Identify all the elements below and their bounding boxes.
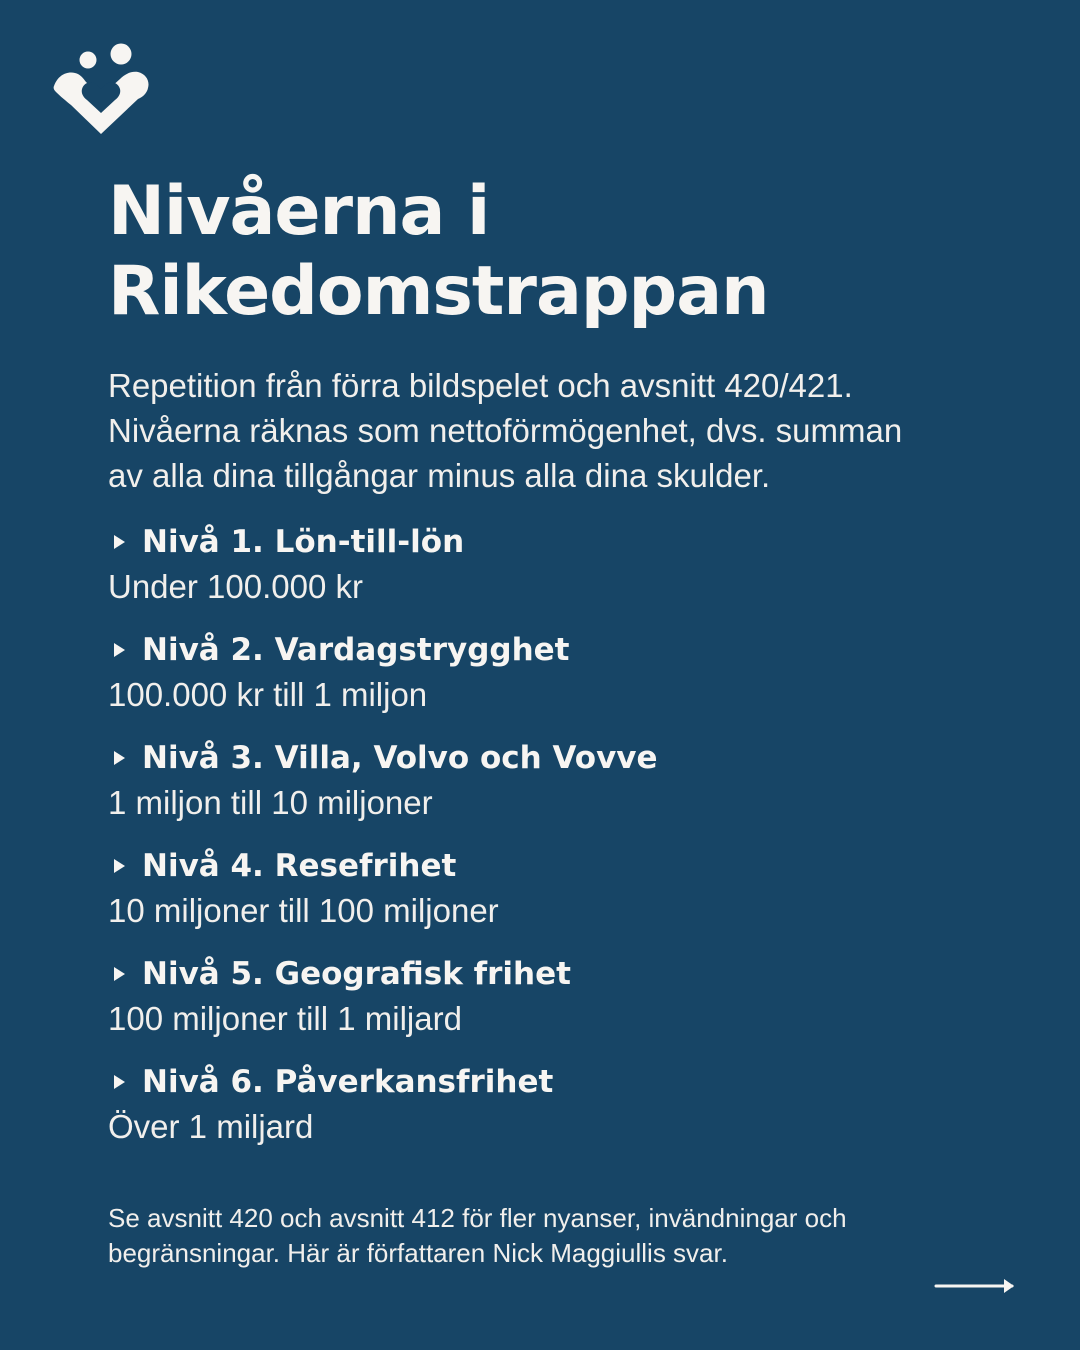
level-range: 10 miljoner till 100 miljoner: [108, 892, 499, 929]
triangle-bullet-icon: [114, 1075, 125, 1089]
footer-line-2: begränsningar. Här är författaren Nick Maggiullis svar.: [108, 1238, 728, 1268]
list-item-level-4: [108, 844, 1008, 952]
level-heading-text: Nivå 1. Lön-till-lön: [142, 524, 465, 560]
list-item-level-3: [108, 736, 1008, 844]
title-line-1: Nivåerna i: [108, 172, 490, 251]
list-item-level-1: [108, 520, 1008, 628]
list-item-level-6: [108, 1060, 1008, 1168]
intro-line-2: Nivåerna räknas som nettoförmögenhet, dvs. summan: [108, 412, 903, 449]
level-heading: [108, 736, 1008, 780]
footer-line-1: Se avsnitt 420 och avsnitt 412 för fler nyanser, invändningar och: [108, 1203, 847, 1233]
level-heading-text: Nivå 6. Påverkansfrihet: [142, 1064, 554, 1100]
intro-line-1: Repetition från förra bildspelet och avsnitt 420/421.: [108, 367, 853, 404]
level-range: 100.000 kr till 1 miljon: [108, 676, 428, 713]
triangle-bullet-icon: [114, 967, 125, 981]
level-heading: [108, 844, 1008, 888]
page-title: [108, 172, 1008, 332]
level-heading: [108, 628, 1008, 672]
level-heading: [108, 952, 1008, 996]
level-heading-text: Nivå 2. Vardagstrygghet: [142, 632, 570, 668]
intro-line-3: av alla dina tillgångar minus alla dina skulder.: [108, 457, 771, 494]
triangle-bullet-icon: [114, 751, 125, 765]
arrow-right-icon[interactable]: [934, 1276, 1018, 1296]
level-heading: [108, 1060, 1008, 1104]
list-item-level-5: [108, 952, 1008, 1060]
footer-note: [108, 1201, 988, 1271]
triangle-bullet-icon: [114, 535, 125, 549]
levels-list: [108, 520, 1008, 1168]
level-range: 1 miljon till 10 miljoner: [108, 784, 433, 821]
level-range: Över 1 miljard: [108, 1108, 314, 1145]
title-line-2: Rikedomstrappan: [108, 252, 769, 331]
intro-paragraph: [108, 363, 1008, 498]
triangle-bullet-icon: [114, 643, 125, 657]
triangle-bullet-icon: [114, 859, 125, 873]
level-range: 100 miljoner till 1 miljard: [108, 1000, 462, 1037]
level-range: Under 100.000 kr: [108, 568, 363, 605]
list-item-level-2: [108, 628, 1008, 736]
people-heart-logo: [52, 42, 150, 136]
level-heading-text: Nivå 4. Resefrihet: [142, 848, 457, 884]
level-heading-text: Nivå 3. Villa, Volvo och Vovve: [142, 740, 658, 776]
level-heading-text: Nivå 5. Geografisk frihet: [142, 956, 571, 992]
level-heading: [108, 520, 1008, 564]
